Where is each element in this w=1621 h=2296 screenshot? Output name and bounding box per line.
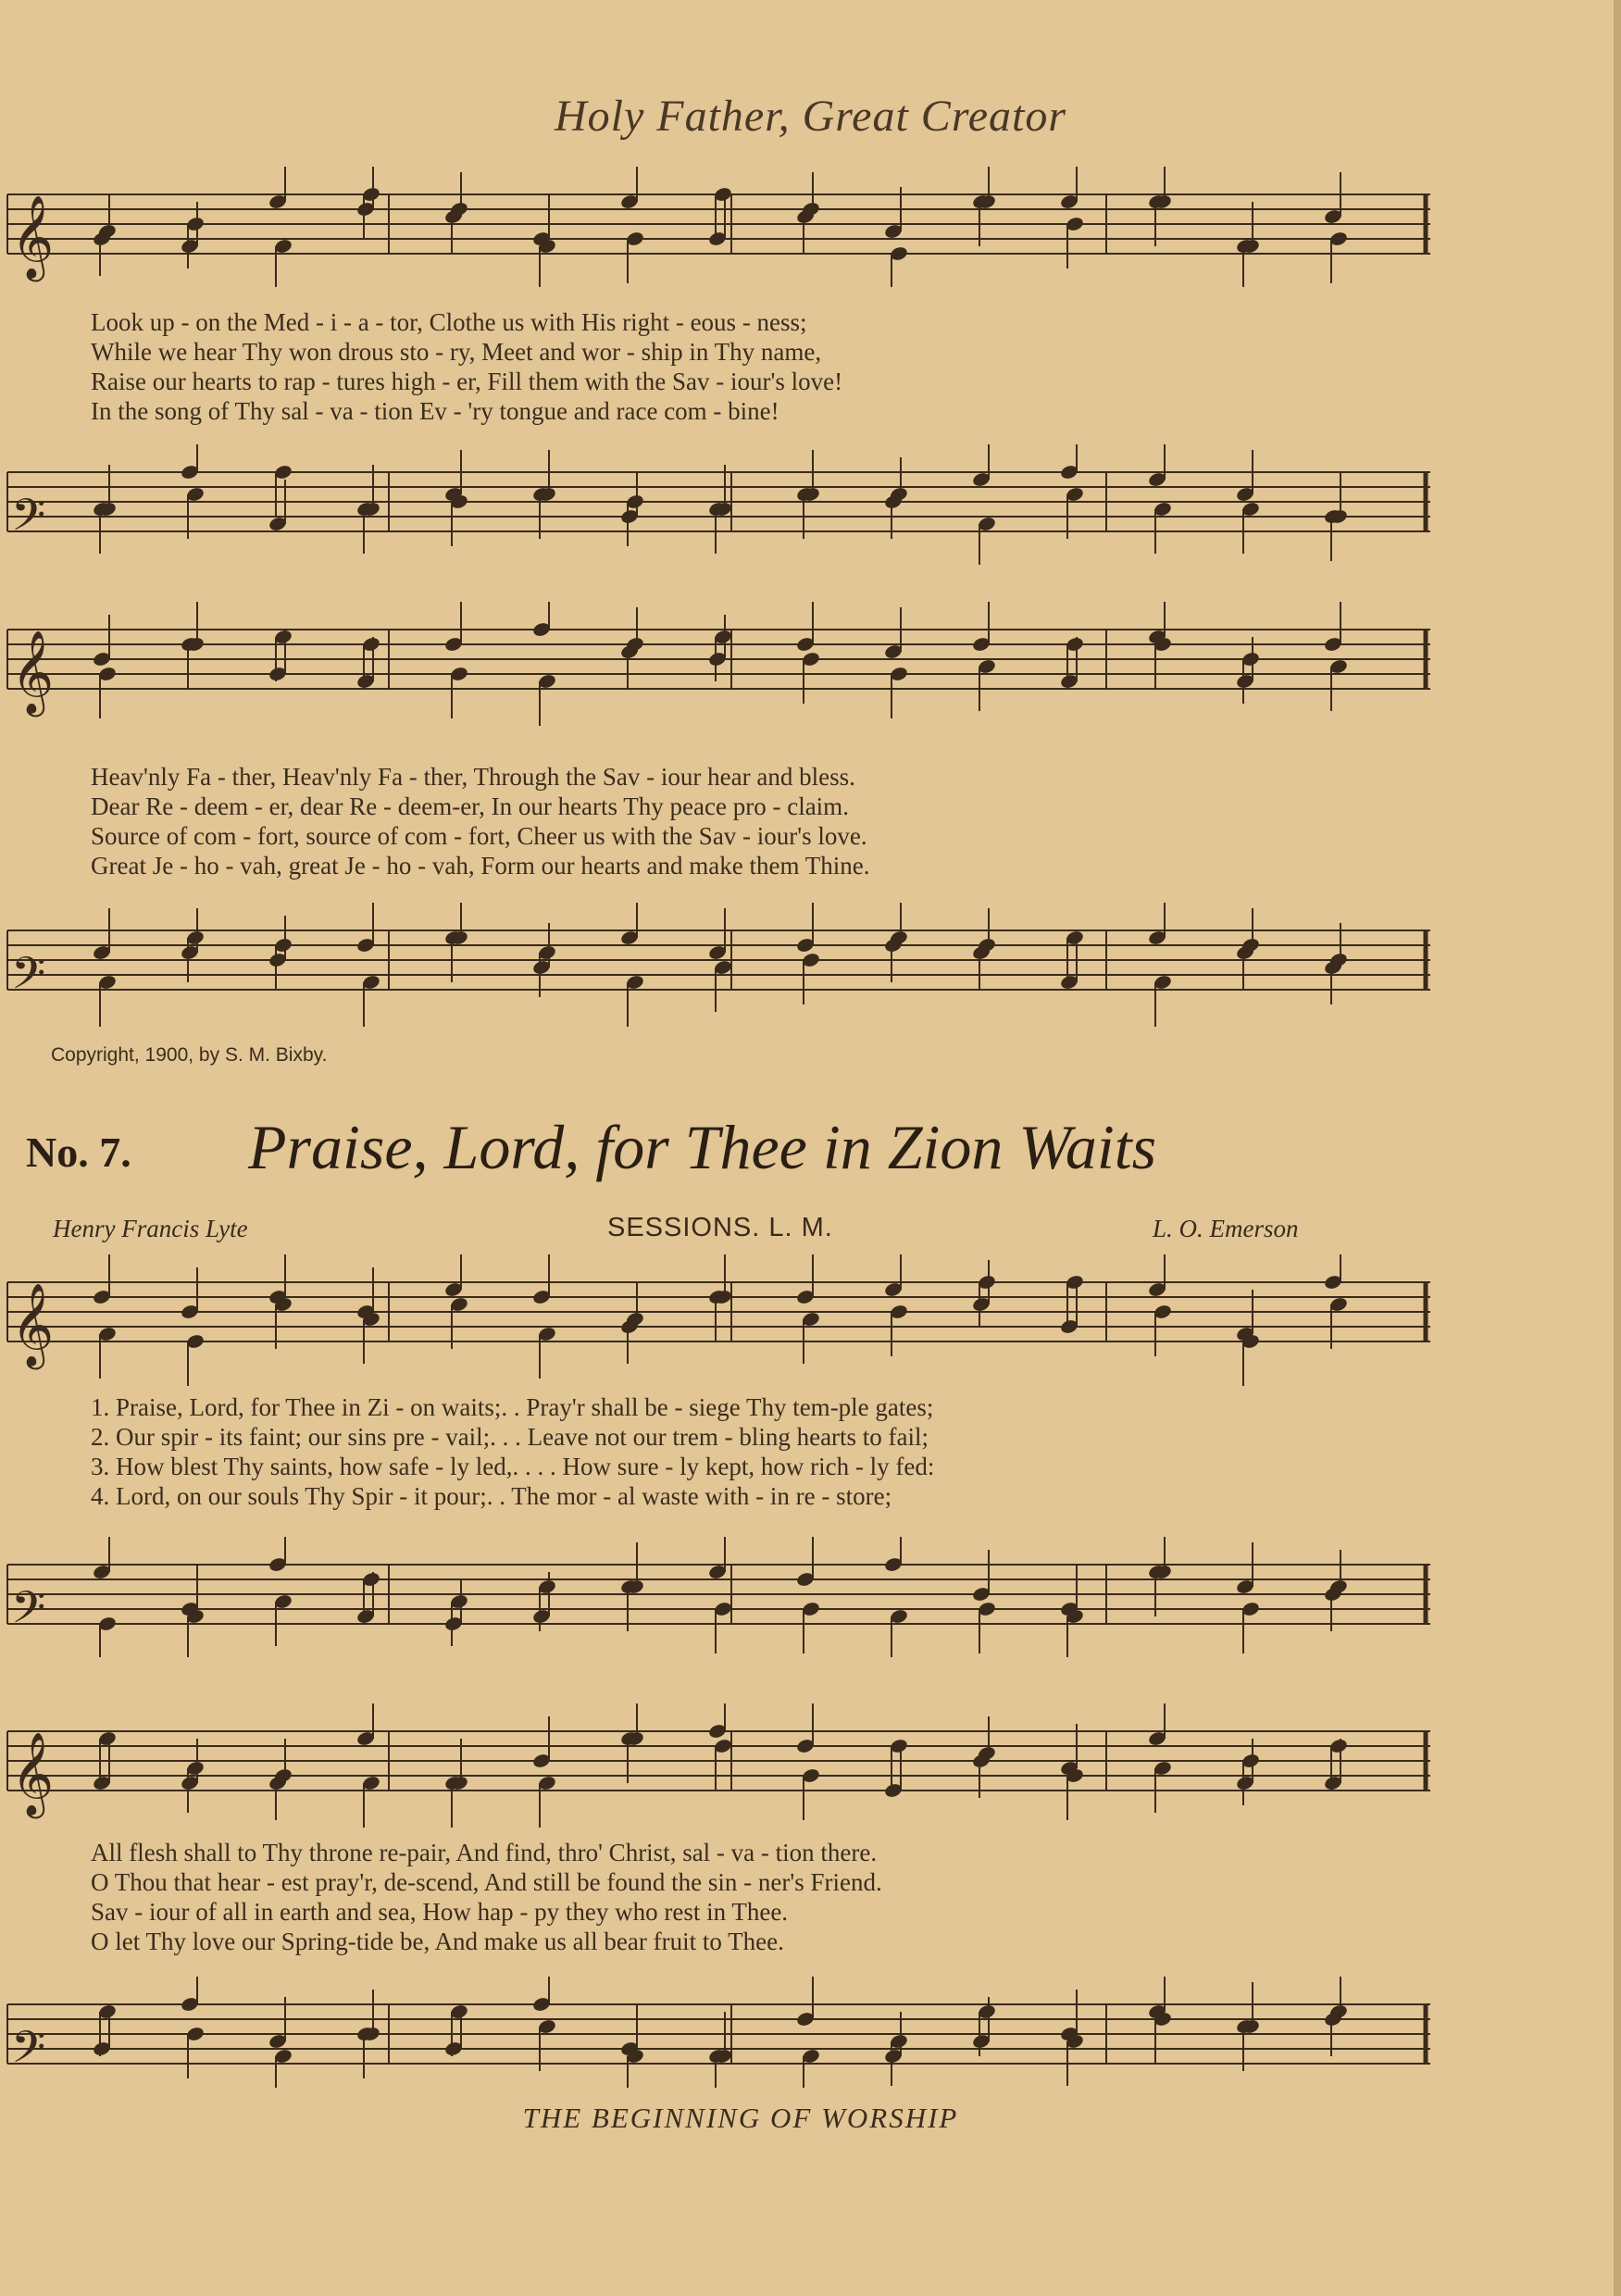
lyric-line: 3. How blest Thy saints, how safe - ly led,. . . . How sure - ly kept, how rich - ly fed: [91,1453,935,1480]
lyric-line: O Thou that hear - est pray'r, de-scend, And still be found the sin - ner's Friend. [91,1868,882,1896]
lyric-line: Great Je - ho - vah, great Je - ho - vah, Form our hearts and make them Thine. [91,852,870,880]
treble-clef-icon: 𝄞 [11,1732,55,1816]
lyric-line: In the song of Thy sal - va - tion Ev - 'ry tongue and race com - bine! [91,397,779,425]
copyright-notice: Copyright, 1900, by S. M. Bixby. [51,1044,328,1066]
lyric-line: All flesh shall to Thy throne re-pair, And find, thro' Christ, sal - va - tion there. [91,1839,878,1866]
bass-clef-icon: 𝄢 [11,1581,46,1644]
lyric-line: 1. Praise, Lord, for Thee in Zi - on waits;. . Pray'r shall be - siege Thy tem-ple gates; [91,1393,934,1421]
treble-clef-icon: 𝄞 [11,1283,55,1366]
lyric-line: Sav - iour of all in earth and sea, How hap - py they who rest in Thee. [91,1898,789,1926]
hymn-author: Henry Francis Lyte [53,1215,248,1242]
lyric-line: While we hear Thy won drous sto - ry, Meet and wor - ship in Thy name, [91,338,822,366]
music-system-4-bass [0,1977,1444,2088]
running-title: Holy Father, Great Creator [554,92,1067,141]
treble-clef-icon: 𝄞 [11,630,55,714]
tune-name: SESSIONS. L. M. [607,1213,833,1242]
lyric-line: Look up - on the Med - i - a - tor, Clothe us with His right - eous - ness; [91,308,807,336]
treble-clef-icon: 𝄞 [11,195,55,279]
page-footer: THE BEGINNING OF WORSHIP [522,2102,959,2134]
music-system-4-treble [0,1703,1444,1833]
lyric-line: O let Thy love our Spring-tide be, And make us all bear fruit to Thee. [91,1928,784,1955]
hymn-composer: L. O. Emerson [1153,1215,1299,1242]
bass-clef-icon: 𝄢 [11,947,46,1010]
music-system-1-bass [0,444,1444,565]
page-edge [1614,0,1621,2296]
lyric-line: 2. Our spir - its faint; our sins pre - vail;. . . Leave not our trem - bling hearts to fail; [91,1423,929,1451]
music-system-2-treble [0,602,1444,750]
music-system-3-treble [0,1254,1444,1393]
music-system-2-bass [0,903,1444,1032]
bass-clef-icon: 𝄢 [11,489,46,552]
lyric-line: Source of com - fort, source of com - fort, Cheer us with the Sav - iour's love. [91,822,867,850]
music-system-3-bass [0,1537,1444,1657]
hymn-title: Praise, Lord, for Thee in Zion Waits [248,1112,1157,1182]
music-system-1-treble [0,167,1444,287]
bass-clef-icon: 𝄢 [11,2021,46,2084]
lyric-line: Raise our hearts to rap - tures high - er, Fill them with the Sav - iour's love! [91,368,843,395]
lyric-line: 4. Lord, on our souls Thy Spir - it pour;. . The mor - al waste with - in re - store; [91,1482,892,1510]
lyric-line: Dear Re - deem - er, dear Re - deem-er, In our hearts Thy peace pro - claim. [91,792,849,820]
lyric-line: Heav'nly Fa - ther, Heav'nly Fa - ther, Through the Sav - iour hear and bless. [91,763,855,791]
hymn-number: No. 7. [26,1129,131,1176]
